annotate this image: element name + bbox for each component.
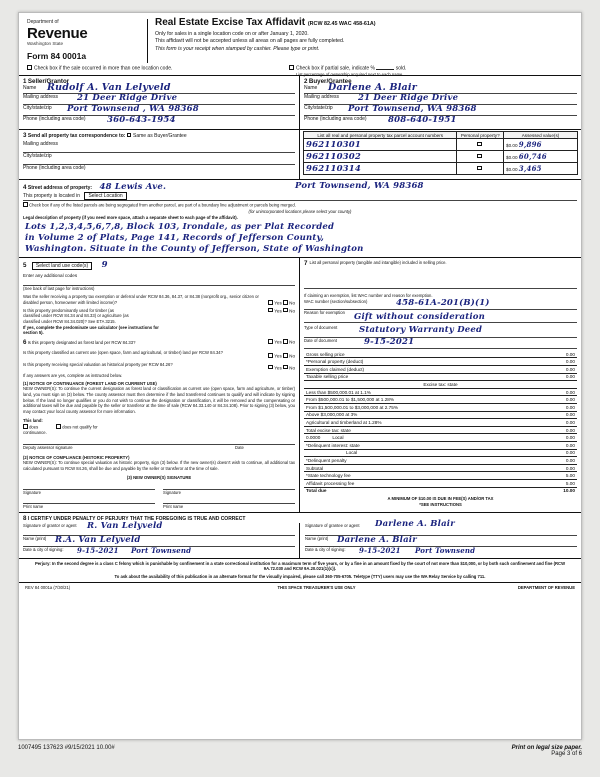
grantee-printname-label: Name (print) bbox=[305, 535, 329, 541]
seller-phone-label: Phone (including area code) bbox=[23, 116, 86, 122]
located-in-label: This property is located in bbox=[23, 193, 80, 199]
exemption-reason-row[interactable] bbox=[304, 310, 577, 323]
seller-phone-row[interactable] bbox=[23, 116, 295, 127]
q-forest-label: Is this property designated as forest land per RCW 84.33? bbox=[27, 339, 136, 345]
wac-number-value: 458-61A-201(B)(1) bbox=[396, 297, 490, 308]
q-timber-yes-label: Yes bbox=[274, 307, 282, 313]
buyer-number: 2 bbox=[304, 78, 308, 85]
parcel-table-block bbox=[300, 130, 581, 179]
tax-line-amount-2: 0.00 bbox=[565, 366, 575, 372]
land-use-code-select[interactable]: Select land use code(s) bbox=[32, 262, 92, 270]
parcel-col-header: List all real and personal property tax parcel account numbers bbox=[304, 132, 457, 139]
tax-line-label-2: Exemption claimed (deduct) bbox=[306, 366, 365, 372]
assessed-prefix-1: $0.00 bbox=[506, 155, 518, 160]
q-currentuse-yes-checkbox[interactable] bbox=[268, 353, 273, 358]
land-does-not-qualify-option[interactable] bbox=[56, 424, 97, 430]
tax-line-amount-13: 0.00 bbox=[565, 450, 575, 456]
section4-number: 4 bbox=[23, 184, 27, 191]
tax-line[interactable] bbox=[304, 465, 577, 473]
q-timber-row[interactable] bbox=[23, 308, 295, 336]
tax-line-label-9: Agricultural and timberland at 1.28% bbox=[306, 419, 382, 425]
tax-line-amount-18: 10.00 bbox=[563, 488, 575, 494]
partial-sale-suffix: sold. bbox=[395, 65, 407, 72]
agency-name: Revenue bbox=[27, 25, 88, 42]
document-date-label: Date of document bbox=[304, 337, 338, 343]
tax-line-label-13: Local bbox=[346, 450, 358, 456]
wac-instruction: If claiming an exemption, list WAC number and reason for exemption. bbox=[304, 293, 433, 299]
tax-line-label-1: *Personal property (deduct) bbox=[306, 359, 364, 365]
assessed-value-0: 9,896 bbox=[518, 140, 542, 149]
seller-number: 1 bbox=[23, 78, 27, 85]
tax-line-label-16: *State technology fee bbox=[306, 473, 351, 479]
table-row[interactable] bbox=[304, 139, 578, 151]
q-historic-row[interactable] bbox=[23, 362, 295, 370]
exemption-reason-label: Reason for exemption bbox=[304, 309, 345, 315]
wac-number-row[interactable] bbox=[304, 299, 577, 310]
agency-logo bbox=[27, 19, 145, 61]
q-currentuse-label: Is this property classified as current use (open space, farm and agricultural, or timber) land per RCW 84.34? bbox=[23, 350, 223, 356]
partial-sale-label: Check box if partial sale, indicate % bbox=[296, 65, 375, 72]
section3-label: Send all property tax correspondence to: bbox=[27, 133, 126, 139]
tax-line-amount-16: 5.00 bbox=[565, 473, 575, 479]
multi-location-checkbox[interactable] bbox=[27, 65, 32, 70]
tax-line-amount-7: 0.00 bbox=[565, 404, 575, 410]
q-timber-yes-checkbox[interactable] bbox=[268, 308, 273, 313]
tax-line-label-11: Local bbox=[332, 435, 344, 441]
parcel-table bbox=[303, 131, 578, 175]
availability-note: To ask about the availability of this publication in an alternate format for the visually impaired, please call 360-705-6705. Teletype (TTY) users may use the WA Relay Service by calling 711. bbox=[114, 573, 486, 579]
new-owner-signature-title: (3) NEW OWNER(S) SIGNATURE bbox=[126, 474, 192, 480]
treasurer-stamp: 1007495 137623 #9/15/2021 10.00# bbox=[18, 745, 115, 751]
table-row[interactable] bbox=[304, 151, 578, 163]
tax-line[interactable] bbox=[304, 358, 577, 366]
partial-sale-note: List percentage of ownership acquired next to each name. bbox=[296, 71, 404, 77]
q-forest-yes-checkbox[interactable] bbox=[268, 339, 273, 344]
q-timber-line-0: Is this property predominantly used for timber (as bbox=[23, 307, 115, 313]
q-forest-no-label: No bbox=[289, 339, 295, 345]
legal-line-1: in Volume 2 of Plats, Page 141, Records of Jefferson County, bbox=[25, 233, 324, 244]
document-type-row[interactable] bbox=[304, 325, 577, 338]
land-does-label: does bbox=[29, 424, 39, 430]
tax-line-label-15: Subtotal bbox=[306, 465, 324, 471]
q-timber-line-2: classified under RCW 84.34.020)? See ETA 3215. bbox=[23, 318, 116, 324]
tax-line-label-14: *Delinquent penalty bbox=[306, 457, 347, 463]
tax-line-label-12: *Delinquent interest: state bbox=[306, 442, 360, 448]
this-land-label: This land: bbox=[23, 417, 43, 423]
assessed-prefix-0: $0.00 bbox=[506, 143, 518, 148]
tax-line[interactable] bbox=[304, 412, 577, 420]
grantee-signature-label: Signature of grantee or agent bbox=[305, 522, 360, 528]
tax-calculation-table bbox=[304, 351, 577, 508]
tax-line[interactable] bbox=[304, 480, 577, 488]
q-currentuse-no-label: No bbox=[289, 353, 295, 359]
legal-description-area[interactable] bbox=[23, 222, 577, 255]
exemption-reason-value: Gift without consideration bbox=[354, 311, 485, 322]
tax-line-amount-9: 0.00 bbox=[565, 419, 575, 425]
tax-line-label-18: Total due bbox=[306, 488, 327, 494]
form-title: Real Estate Excise Tax Affidavit bbox=[155, 17, 306, 28]
buyer-block bbox=[300, 76, 581, 129]
grantor-date-value: 9-15-2021 bbox=[77, 545, 119, 555]
section-3 bbox=[19, 129, 581, 179]
corr-city-label: City/state/zip bbox=[23, 153, 52, 159]
perjury-note: Perjury: In the second degree is a class C felony which is punishable by confinement in a state correctional institution for a maximum term of five years, or by a fine in an amount fixed by the court of not more than $10,000, or by both such confinement and fine (RCW 9A.72.030 and RCW 9A.20.021(1)(c)). bbox=[34, 560, 566, 572]
grantee-sign-block bbox=[300, 518, 577, 558]
buyer-phone-value: 808-640-1951 bbox=[388, 115, 457, 125]
section-1-2 bbox=[19, 75, 581, 129]
tax-line-amount-10: 0.00 bbox=[565, 427, 575, 433]
section7-label: List all personal property (tangible and intangible) included in selling price. bbox=[309, 260, 447, 266]
new-owner-printname-2[interactable]: Print name bbox=[163, 503, 295, 510]
tax-line[interactable] bbox=[304, 427, 577, 435]
tax-line[interactable] bbox=[304, 396, 577, 404]
grantor-signature-value: R. Van Lelyveld bbox=[87, 520, 163, 531]
tax-line-label-10: Total excise tax: state bbox=[306, 427, 351, 433]
seller-name-value: Rudolf A. Van Lelyveld bbox=[47, 82, 171, 93]
section-7 bbox=[300, 258, 581, 511]
q-currentuse-no-checkbox[interactable] bbox=[283, 353, 288, 358]
q-historic-yes-label: Yes bbox=[274, 364, 282, 370]
seller-mailing-value: 21 Deer Ridge Drive bbox=[77, 93, 178, 103]
multi-location-checkbox-row[interactable] bbox=[27, 65, 282, 72]
additional-codes-note: Enter any additional codes bbox=[23, 273, 78, 279]
tax-line-amount-12: 0.00 bbox=[565, 442, 575, 448]
grantor-printname-value: R.A. Van Lelyveld bbox=[55, 534, 141, 545]
seller-city-label: City/state/zip bbox=[23, 105, 52, 111]
tax-line[interactable] bbox=[304, 351, 577, 359]
seller-name-label: Name bbox=[23, 85, 37, 91]
section4-label: Street address of property: bbox=[27, 185, 93, 191]
form-number: Form 84 0001a bbox=[27, 51, 87, 61]
section-8 bbox=[19, 512, 581, 558]
tax-line-label-7: From $1,500,000.01 to $3,000,000 at 2.75% bbox=[306, 404, 398, 410]
document-date-value: 9-15-2021 bbox=[364, 336, 415, 347]
grantor-printname-label: Name (print) bbox=[23, 535, 47, 541]
section5-number: 5 bbox=[23, 262, 27, 270]
tax-line-amount-1: 0.00 bbox=[565, 359, 575, 365]
buyer-phone-label: Phone (including area code) bbox=[304, 116, 367, 122]
agency-state: Washington State bbox=[27, 41, 64, 46]
tax-line-amount-8: 0.00 bbox=[565, 412, 575, 418]
multi-location-label: Check box if the sale occurred in more than one location code. bbox=[34, 65, 173, 72]
legal-line-0: Lots 1,2,3,4,5,6,7,8, Block 103, Irondale, as per Plat Recorded bbox=[25, 222, 335, 233]
corr-city-row[interactable] bbox=[23, 153, 295, 165]
q-exemption-label: Was the seller receiving a property tax exemption or deferral under RCW 84.36, 84.37, or 84.38 (nonprofit org., senior citizen or disabled person, homeowner with limited income)? bbox=[23, 294, 259, 305]
personal-checkbox-1[interactable] bbox=[477, 154, 482, 159]
new-owner-signature-2[interactable]: Signature bbox=[163, 489, 295, 496]
tax-line[interactable] bbox=[304, 450, 577, 458]
q-timber-no-checkbox[interactable] bbox=[283, 308, 288, 313]
q-exemption-row[interactable] bbox=[23, 294, 295, 305]
same-as-buyer-checkbox[interactable] bbox=[127, 133, 132, 138]
tax-line-amount-5: 0.00 bbox=[565, 389, 575, 395]
tax-line[interactable] bbox=[304, 457, 577, 465]
grantor-signature-label: Signature of grantor or agent bbox=[23, 522, 77, 528]
form-title-ref: (RCW 82.45 WAC 458-61A) bbox=[307, 21, 376, 27]
q-exemption-yes-label: Yes bbox=[274, 300, 282, 306]
new-owner-signature-1[interactable]: Signature bbox=[23, 489, 155, 496]
assessed-col-header: Assessed value(s) bbox=[504, 132, 578, 139]
unincorporated-note: (for unincorporated locations please select your county) bbox=[248, 208, 352, 214]
agency-dept-label: Department of bbox=[27, 19, 59, 25]
subtitle-line-0: Only for sales in a single location code on or after January 1, 2020. bbox=[155, 30, 309, 37]
table-row[interactable] bbox=[304, 163, 578, 175]
grantee-printname-value: Darlene A. Blair bbox=[337, 534, 417, 545]
seller-phone-value: 360-643-1954 bbox=[107, 115, 176, 125]
personal-property-input[interactable] bbox=[304, 267, 577, 289]
seller-mailing-label: Mailing address bbox=[23, 94, 59, 100]
correspondence-block bbox=[19, 130, 300, 179]
page-number: Page 3 of 6 bbox=[551, 751, 582, 757]
q-forest-row[interactable] bbox=[23, 339, 295, 347]
tax-line-label-3: Taxable selling price bbox=[306, 374, 349, 380]
document-date-row[interactable] bbox=[304, 338, 577, 349]
notice-continuance-body: NEW OWNER(S): To continue the current designation as forest land or classification as current use (open space, farm and agriculture, or timber) land, you must sign on (3) below. The county assessor must then determine if the land transferred continues to qualify and will indicate by signing below. If the land no longer qualifies or you do not wish to continue the designation or classification, it will be removed and the compensating or additional taxes will be due and payable by the seller or transferor at the time of sale (RCW 84.33.140 or 84.34.108). Prior to signing (3) below, you may contact your local county assessor for more information. bbox=[23, 386, 295, 414]
tax-line-amount-14: 0.00 bbox=[565, 457, 575, 463]
print-legal-note: Print on legal size paper. bbox=[511, 745, 582, 751]
personal-checkbox-2[interactable] bbox=[477, 166, 482, 171]
tax-line-amount-17: 5.00 bbox=[565, 480, 575, 486]
grantor-date-label: Date & city of signing: bbox=[23, 546, 64, 552]
property-city-value: Port Townsend, WA 98368 bbox=[295, 181, 424, 191]
corr-mailing-label: Mailing address bbox=[23, 141, 59, 147]
tax-line[interactable] bbox=[304, 472, 577, 480]
tax-line[interactable] bbox=[304, 404, 577, 412]
section7-number: 7 bbox=[304, 260, 308, 268]
tax-line[interactable] bbox=[304, 488, 577, 495]
section8-heading: I CERTIFY UNDER PENALTY OF PERJURY THAT THE FOREGOING IS TRUE AND CORRECT bbox=[27, 515, 246, 522]
same-as-buyer-label: Same as Buyer/Grantee bbox=[132, 133, 187, 139]
buyer-name-label: Name bbox=[304, 85, 318, 91]
partial-sale-checkbox[interactable] bbox=[289, 65, 294, 70]
tax-line-label-4: Excise tax: state bbox=[423, 381, 458, 387]
notice-compliance-title: (2) NOTICE OF COMPLIANCE (HISTORIC PROPERTY) bbox=[23, 454, 130, 460]
segregation-label: Check box if any of the listed parcels are being segregated from another parcel, are part of a boundary line adjustment or parcels being merged. bbox=[29, 202, 296, 208]
tax-line-label-8: Above $3,000,000 at 3% bbox=[306, 412, 358, 418]
assessed-value-1: 60,746 bbox=[518, 152, 547, 161]
deputy-assessor-signature-label: Deputy assessor signature bbox=[23, 444, 73, 450]
q-forest-yes-label: Yes bbox=[274, 339, 282, 345]
subtitle-line-2: This form is your receipt when stamped by cashier. Please type or print. bbox=[155, 45, 320, 52]
grantee-date-value: 9-15-2021 bbox=[359, 545, 401, 555]
subtitle-line-1: This affidavit will not be accepted unless all areas on all pages are fully completed. bbox=[155, 38, 345, 45]
q-forest-no-checkbox[interactable] bbox=[283, 339, 288, 344]
buyer-name-value: Darlene A. Blair bbox=[328, 82, 417, 93]
buyer-city-value: Port Townsend, WA 98368 bbox=[348, 104, 477, 114]
tax-line[interactable] bbox=[304, 442, 577, 450]
header-divider bbox=[147, 19, 148, 63]
treasurer-space-label: THIS SPACE TREASURER'S USE ONLY bbox=[277, 584, 356, 590]
document-type-label: Type of document bbox=[304, 324, 338, 330]
affidavit-page bbox=[18, 12, 582, 740]
street-address-value: 48 Lewis Ave. bbox=[99, 182, 167, 192]
tax-line[interactable] bbox=[304, 389, 577, 397]
buyer-heading: Buyer/Grantee bbox=[308, 78, 352, 85]
grantor-city-value: Port Townsend bbox=[131, 545, 192, 555]
seller-city-value: Port Townsend , WA 98368 bbox=[67, 104, 199, 114]
form-title-block bbox=[155, 17, 575, 53]
tax-line[interactable] bbox=[304, 419, 577, 427]
minimum-due-note: A MINIMUM OF $10.00 IS DUE IN FEE(S) AND/OR TAX bbox=[387, 496, 494, 502]
tax-line-amount-3: 0.00 bbox=[565, 374, 575, 380]
tax-line-amount-6: 0.00 bbox=[565, 397, 575, 403]
corr-phone-row[interactable] bbox=[23, 165, 295, 177]
q-timber-no-label: No bbox=[289, 307, 295, 313]
continuance-label: continuance. bbox=[23, 430, 47, 436]
tax-line-amount-11: 0.00 bbox=[565, 435, 575, 441]
q-historic-no-label: No bbox=[289, 364, 295, 370]
q-currentuse-yes-label: Yes bbox=[274, 353, 282, 359]
wac-number-label: WAC number (section/subsection) bbox=[304, 298, 368, 304]
grantee-city-value: Port Townsend bbox=[415, 545, 476, 555]
tax-line[interactable] bbox=[304, 434, 577, 442]
tax-line-amount-0: 0.00 bbox=[565, 351, 575, 357]
notice-compliance-body: NEW OWNER(S): To continue special valuation as historic property, sign (3) below. If the new owner(s) doesn't wish to continue, all additional tax calculated pursuant to RCW 84.26, shall be due and payable by the seller or transferor at the time of sale. bbox=[23, 460, 295, 471]
section-4 bbox=[19, 179, 581, 257]
grantee-date-row[interactable] bbox=[305, 547, 577, 558]
land-does-not-label: does not qualify for bbox=[62, 424, 98, 430]
see-instructions-note: *SEE INSTRUCTIONS bbox=[419, 501, 462, 507]
section6-number: 6 bbox=[23, 338, 27, 346]
grantor-sign-block bbox=[23, 520, 300, 558]
grantee-date-label: Date & city of signing: bbox=[305, 546, 346, 552]
buyer-mailing-value: 21 Deer Ridge Drive bbox=[358, 93, 459, 103]
new-owner-printname-1[interactable]: Print name bbox=[23, 503, 155, 510]
q-historic-yes-checkbox[interactable] bbox=[268, 365, 273, 370]
land-does-not-checkbox[interactable] bbox=[56, 424, 61, 429]
dor-label: DEPARTMENT OF REVENUE bbox=[517, 584, 575, 590]
q-exemption-yes-checkbox[interactable] bbox=[268, 300, 273, 305]
grantee-signature-value: Darlene A. Blair bbox=[375, 518, 455, 529]
if-any-yes-note: If any answers are yes, complete as instructed below. bbox=[23, 372, 123, 378]
buyer-mailing-label: Mailing address bbox=[304, 94, 340, 100]
additional-codes-hint: (See back of last page for instructions) bbox=[23, 285, 95, 291]
corr-mailing-row[interactable] bbox=[23, 141, 295, 153]
local-rate-value: 0.0000 bbox=[306, 435, 321, 441]
seller-block bbox=[19, 76, 300, 129]
page-footer bbox=[18, 745, 582, 757]
parcel-number-0: 962110301 bbox=[306, 139, 362, 150]
fine-print-block bbox=[19, 558, 581, 582]
corr-phone-label: Phone (including area code) bbox=[23, 165, 86, 171]
tax-line-amount-15: 0.00 bbox=[565, 465, 575, 471]
assessed-value-2: 3,465 bbox=[518, 164, 542, 173]
section3-number: 3 bbox=[23, 132, 27, 139]
land-does-checkbox[interactable] bbox=[23, 424, 28, 429]
section-5-7 bbox=[19, 257, 581, 511]
assessed-prefix-2: $0.00 bbox=[506, 167, 518, 172]
tax-line[interactable] bbox=[304, 374, 577, 382]
section-5 bbox=[19, 258, 300, 511]
q-exemption-no-label: No bbox=[289, 300, 295, 306]
tax-line-label-5: Less than $500,000.01 at 1.1% bbox=[306, 389, 371, 395]
q-timber-line-4: section 5). bbox=[23, 330, 44, 336]
legal-description-label: Legal description of property (if you need more space, attach a separate sheet to each page of the affidavit). bbox=[23, 215, 238, 221]
footer-bar bbox=[19, 582, 581, 593]
notice-continuance-title: (1) NOTICE OF CONTINUANCE (FOREST LAND OR CURRENT USE) bbox=[23, 380, 157, 386]
personal-checkbox-0[interactable] bbox=[477, 142, 482, 147]
tax-line-label-17: Affidavit processing fee bbox=[306, 480, 355, 486]
tax-line-label-6: From $500,000.01 to $1,500,000 at 1.28% bbox=[306, 397, 395, 403]
buyer-city-label: City/state/zip bbox=[304, 105, 333, 111]
deputy-assessor-date-label: Date bbox=[235, 444, 244, 450]
section8-number: 8 bbox=[23, 514, 27, 522]
q-timber-line-1: classified under RCW 84.34 and 84.33) or agriculture (as bbox=[23, 313, 129, 319]
grantor-date-row[interactable] bbox=[23, 547, 295, 558]
select-location-dropdown[interactable]: Select Location bbox=[84, 192, 126, 200]
q-historic-label: Is this property receiving special valuation as historical property per RCW 84.26? bbox=[23, 361, 173, 367]
form-header bbox=[19, 13, 581, 75]
parcel-number-2: 962110314 bbox=[306, 163, 362, 174]
q-exemption-no-checkbox[interactable] bbox=[283, 300, 288, 305]
tax-line bbox=[304, 381, 577, 389]
parcel-number-1: 962110302 bbox=[306, 151, 362, 162]
document-type-value: Statutory Warranty Deed bbox=[359, 324, 483, 335]
rev-number: REV 84 0001a (7/30/21) bbox=[25, 584, 71, 590]
q-currentuse-row[interactable] bbox=[23, 350, 295, 358]
buyer-phone-row[interactable] bbox=[304, 116, 577, 127]
legal-line-2: Washington. Situate in the County of Jefferson, State of Washington bbox=[25, 244, 364, 255]
tax-line-label-0: Gross selling price bbox=[306, 351, 345, 357]
q-timber-line-3: If yes, complete the predominate use calculator (see instructions for bbox=[23, 324, 159, 330]
personal-col-header: Personal property? bbox=[457, 132, 504, 139]
seller-heading: Seller/Grantor bbox=[27, 78, 70, 85]
tax-line[interactable] bbox=[304, 366, 577, 374]
segregation-checkbox[interactable] bbox=[23, 202, 28, 207]
q-historic-no-checkbox[interactable] bbox=[283, 365, 288, 370]
land-use-code-value: 9 bbox=[101, 260, 108, 271]
